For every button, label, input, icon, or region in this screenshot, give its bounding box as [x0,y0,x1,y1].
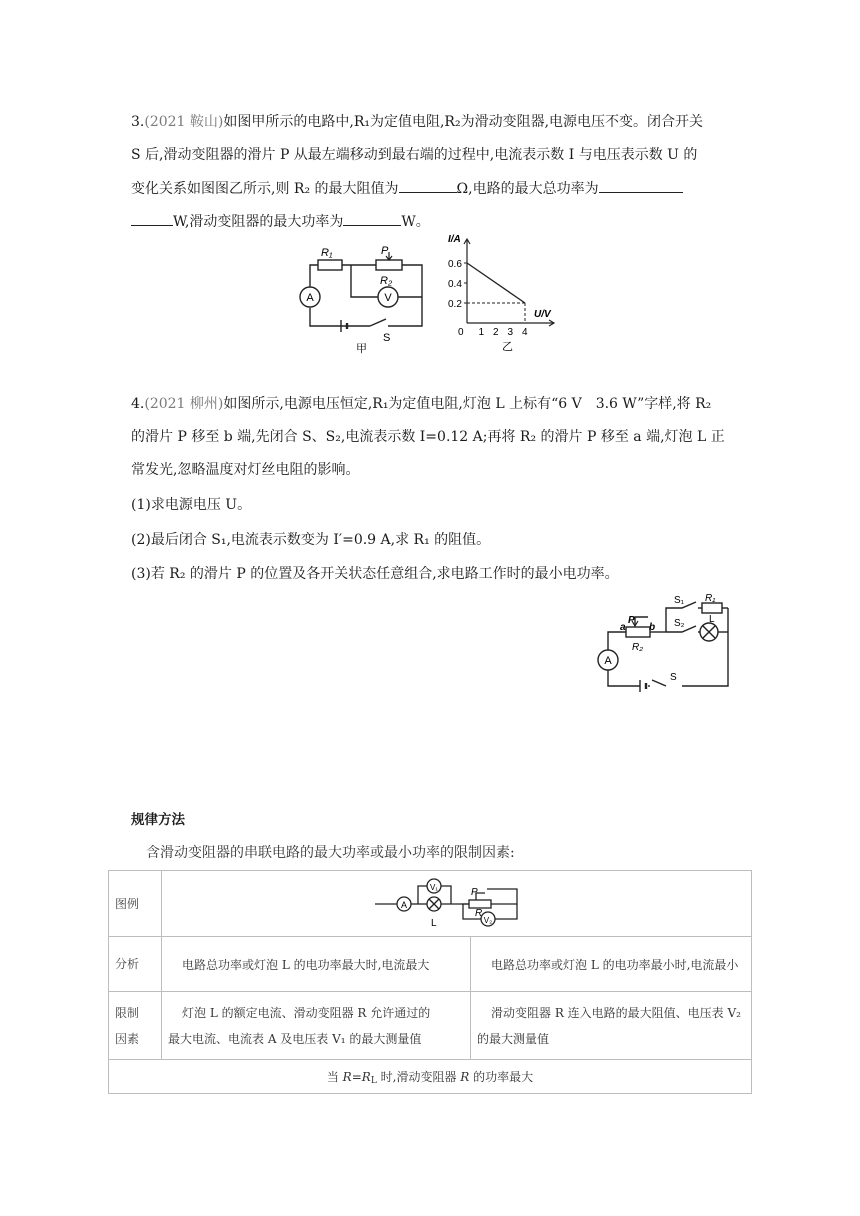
q3-text-4b: W。 [401,214,430,230]
q3-line-1 [131,112,731,132]
voltmeter-icon: V [384,292,392,304]
analysis-min: 电路总功率或灯泡 L 的电功率最小时,电流最小 [471,937,752,992]
q4-switch-label: S [670,672,677,683]
row-label-limits-2: 因素 [115,1031,140,1046]
q4-source: (2021 柳州) [144,396,224,412]
x-tick-label: 1 [478,327,485,338]
row-label-analysis: 分析 [109,937,162,992]
q3-switch-label: S [383,332,391,344]
q3-blank-r2[interactable] [399,178,457,193]
q3-line-2: S 后,滑动变阻器的滑片 P 从最左端移动到最右端的过程中,电流表示数 I 与电压表示数 U 的 [131,147,698,163]
lamp-icon: L [430,918,437,929]
q4-sub-question-2: (2)最后闭合 S₁,电流表示数变为 I′=0.9 A,求 R₁ 的阻值。 [131,532,491,548]
limits-max-2: 最大电流、电流表 A 及电压表 V₁ 的最大测量值 [168,1031,422,1046]
q3-blank-power-1[interactable] [599,178,683,193]
x-tick-label: 4 [522,327,528,338]
series-line [467,263,525,303]
q3-p-label: P [381,245,389,257]
x-tick-label: 0 [458,327,464,338]
q4-r1-label: R₁ [705,593,716,604]
analysis-max: 电路总功率或灯泡 L 的电功率最大时,电流最大 [162,937,471,992]
q3-iu-chart [448,232,573,357]
q3-text-3b: Ω,电路的最大总功率为 [456,181,599,197]
row-label-limits-1: 限制 [115,1005,140,1020]
chart-y-label: I/A [448,234,461,245]
q4-number: 4. [131,396,145,412]
q3-circuit-diagram [296,240,436,355]
chart-x-label: U/V [534,309,551,320]
q3-line-4 [131,211,731,232]
rules-table [108,870,752,1094]
q3-text-3a: 变化关系如图图乙所示,则 R₂ 的最大阻值为 [131,181,399,197]
q3-blank-rheostat-power[interactable] [343,211,401,226]
q4-circuit-diagram [590,590,740,694]
x-tick-label: 2 [493,327,499,338]
q4-sub-question-1: (1)求电源电压 U。 [131,497,252,513]
ammeter-icon: A [306,292,314,304]
q3-line-3 [131,178,731,199]
limits-max-1: 灯泡 L 的额定电流、滑动变阻器 R 允许通过的 [182,1005,431,1020]
q3-number: 3. [131,114,145,130]
series-circuit-diagram [367,871,547,933]
rules-heading: 规律方法 [131,812,185,828]
max-power-condition: 当 $R=R_L$ 时,滑动变阻器 R 的功率最大 [109,1060,752,1094]
q4-s1-label: S₁ [674,595,685,606]
q4-sub-question-3: (3)若 R₂ 的滑片 P 的位置及各开关状态任意组合,求电路工作时的最小电功率。 [131,566,619,582]
row-label-legend: 图例 [109,871,162,937]
q3-caption-a: 甲 [356,343,367,355]
rules-intro: 含滑动变阻器的串联电路的最大功率或最小功率的限制因素: [146,845,515,861]
limits-min-1: 滑动变阻器 R 连入电路的最大阻值、电压表 V₂ [491,1005,741,1020]
y-tick-label: 0.6 [448,259,462,270]
y-tick-label: 0.2 [448,299,462,310]
q3-blank-power-2[interactable] [131,211,173,226]
q3-text-4a: W,滑动变阻器的最大功率为 [173,214,344,230]
q4-b-label: b [649,622,656,633]
limits-min-2: 的最大测量值 [477,1031,550,1046]
q3-text-1: 如图甲所示的电路中,R₁为定值电阻,R₂为滑动变阻器,电源电压不变。闭合开关 [223,114,704,130]
q3-caption-b: 乙 [502,341,513,353]
limits-max [162,992,471,1060]
q3-r1-label: R₁ [321,247,333,259]
q4-text-1: 如图所示,电源电压恒定,R₁为定值电阻,灯泡 L 上标有“6 V 3.6 W”字样,将 R₂ [223,396,712,412]
voltmeter-v2-icon: V₂ [483,916,492,925]
ammeter-icon: A [400,900,407,910]
limits-min [471,992,752,1060]
q3-r2-label: R₂ [380,275,393,287]
lamp-icon: L [709,614,715,625]
q4-line-3: 常发光,忽略温度对灯丝电阻的影响。 [131,462,360,478]
q4-p-label: P [628,615,635,626]
q4-r2-label: R₂ [632,642,644,653]
voltmeter-v1-icon: V₁ [429,883,438,892]
q3-source: (2021 鞍山) [144,114,224,130]
q4-line-2: 的滑片 P 移至 b 端,先闭合 S、S₂,电流表示数 I=0.12 A;再将 R₂ 的滑片 P 移至 a 端,灯泡 L 正 [131,429,725,445]
legend-p-label: P [470,887,478,898]
row-label-limits [109,992,162,1060]
x-tick-label: 3 [507,327,514,338]
legend-r-label: R [474,908,482,919]
q4-a-label: a [620,622,626,633]
ammeter-icon: A [604,655,612,667]
legend-cell [162,871,752,937]
q4-s2-label: S₂ [674,618,685,629]
q4-line-1 [131,394,731,414]
y-tick-label: 0.4 [448,279,462,290]
